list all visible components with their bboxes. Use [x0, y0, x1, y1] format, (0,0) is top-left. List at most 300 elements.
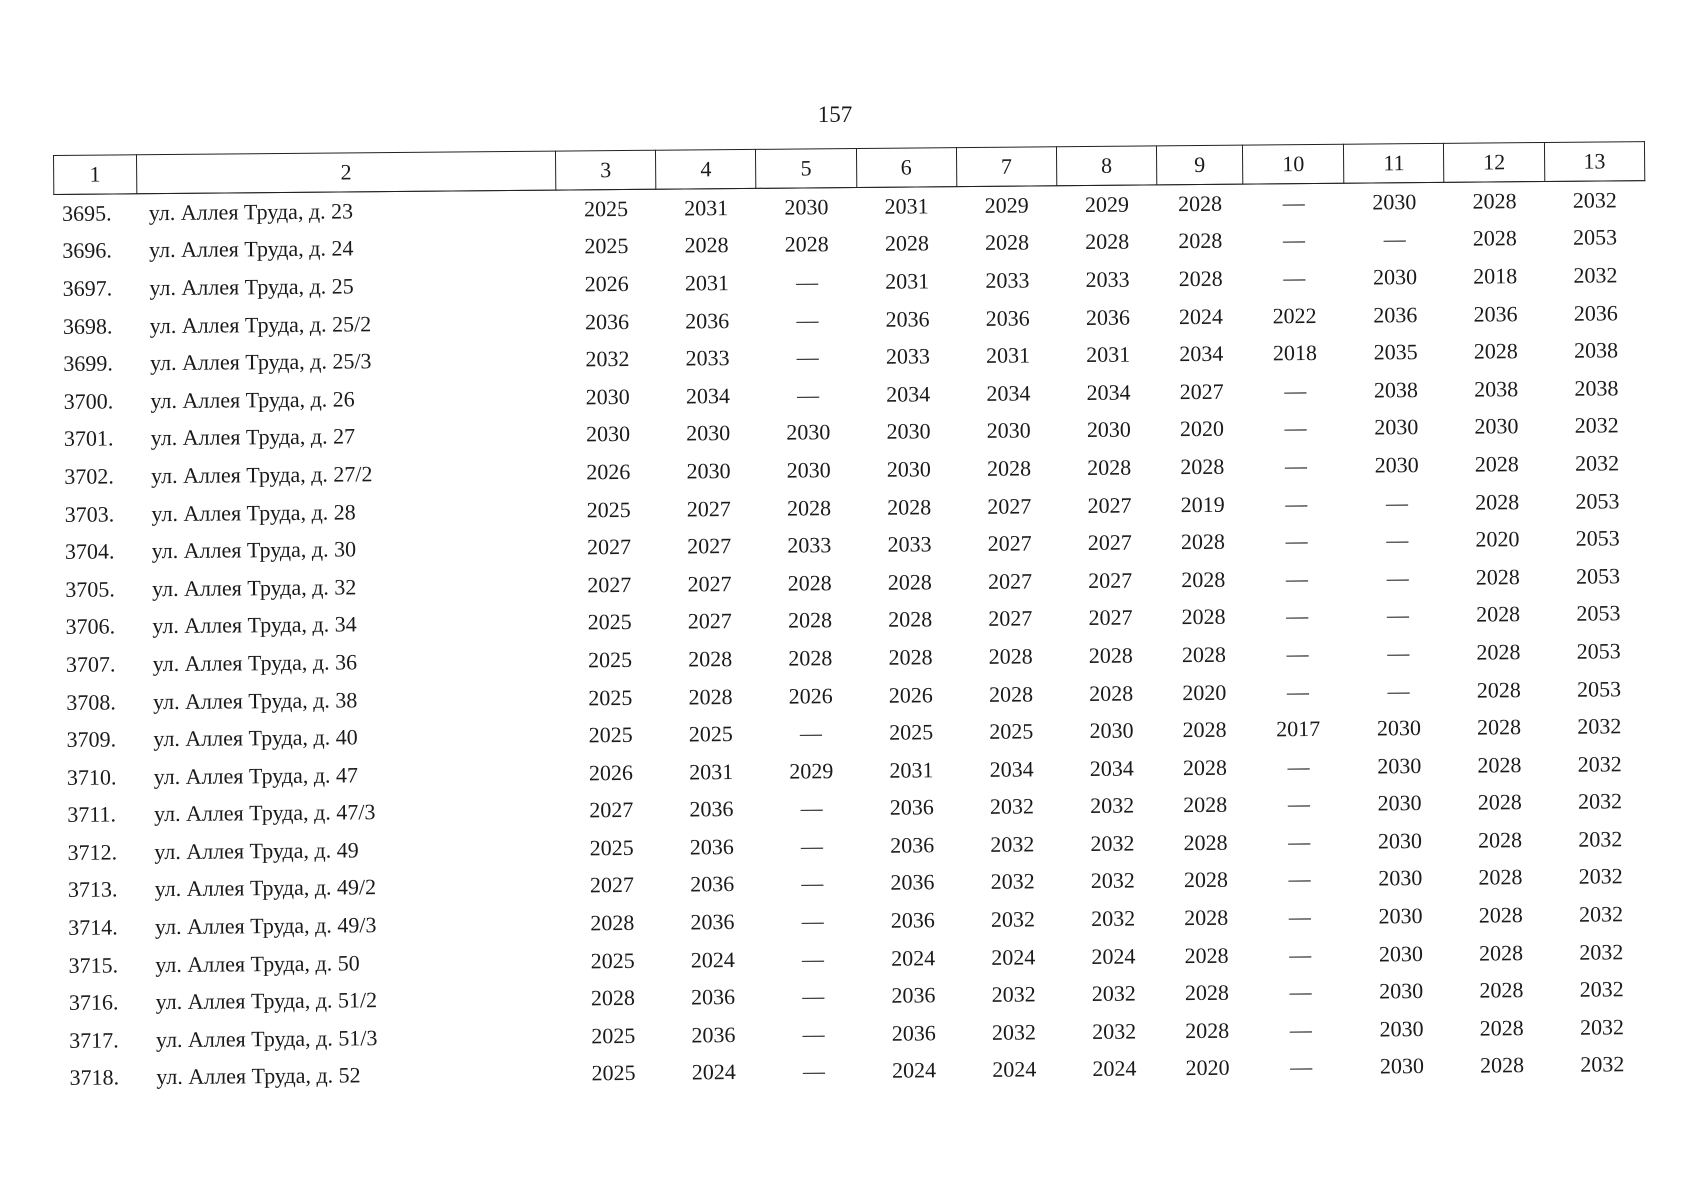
- column-header-10: 10: [1243, 144, 1345, 184]
- year-cell: 2038: [1373, 376, 1419, 403]
- year-cell: 2028: [786, 494, 832, 521]
- year-cell: 2033: [787, 532, 832, 558]
- year-cell: 2028: [784, 231, 829, 258]
- year-cell: 2028: [1478, 939, 1524, 966]
- year-cell: 2032: [1577, 751, 1622, 777]
- year-cell: 2030: [1379, 1053, 1425, 1079]
- year-cell: 2035: [1373, 339, 1418, 365]
- year-cell: 2032: [1578, 901, 1624, 927]
- year-cell: 2028: [988, 680, 1034, 707]
- column-header-12: 12: [1444, 142, 1545, 182]
- column-header-6: 6: [856, 148, 957, 188]
- year-cell: 2024: [1092, 1056, 1137, 1082]
- year-cell: 2034: [1089, 755, 1134, 781]
- year-cell: 2030: [886, 418, 931, 445]
- row-number-cell: 3707.: [65, 651, 116, 677]
- year-cell: 2028: [1178, 228, 1223, 254]
- year-cell: 2032: [1573, 262, 1618, 288]
- row-number-cell: 3711.: [67, 801, 117, 828]
- year-cell: 2029: [789, 757, 834, 784]
- year-cell: —: [795, 269, 819, 295]
- year-cell: 2025: [591, 1022, 636, 1049]
- year-cell: 2053: [1576, 600, 1621, 627]
- column-header-13: 13: [1544, 142, 1645, 182]
- year-cell: 2028: [1184, 904, 1229, 931]
- year-cell: 2028: [1472, 188, 1517, 214]
- row-number-cell: 3703.: [64, 501, 115, 527]
- year-cell: —: [800, 833, 824, 859]
- year-cell: 2053: [1575, 487, 1620, 514]
- row-number-cell: 3717.: [69, 1027, 119, 1053]
- column-header-7: 7: [956, 147, 1057, 187]
- year-cell: 2028: [1474, 451, 1519, 477]
- address-cell: ул. Аллея Труда, д. 25/2: [149, 310, 372, 338]
- address-cell: ул. Аллея Труда, д. 38: [152, 686, 358, 714]
- year-cell: 2025: [989, 718, 1034, 744]
- year-cell: 2034: [1179, 340, 1224, 367]
- column-header-8: 8: [1056, 146, 1157, 186]
- year-cell: 2036: [889, 794, 934, 821]
- year-cell: 2025: [587, 609, 632, 635]
- year-cell: —: [1385, 489, 1409, 515]
- year-cell: 2030: [1378, 940, 1424, 967]
- year-cell: 2031: [684, 270, 729, 296]
- year-cell: —: [1386, 564, 1409, 591]
- year-cell: 2024: [691, 1059, 736, 1085]
- year-cell: 2028: [1472, 225, 1517, 252]
- row-number-cell: 3702.: [64, 463, 114, 489]
- year-cell: 2031: [1086, 341, 1131, 368]
- address-cell: ул. Аллея Труда, д. 27: [150, 423, 356, 451]
- year-cell: 2036: [890, 832, 935, 858]
- year-cell: 2036: [885, 305, 930, 332]
- year-cell: 2032: [1090, 830, 1135, 856]
- year-cell: 2017: [1276, 716, 1321, 742]
- year-cell: 2027: [686, 495, 731, 522]
- year-cell: 2027: [687, 570, 732, 597]
- year-cell: 2019: [1180, 491, 1225, 517]
- year-cell: —: [1285, 528, 1308, 554]
- row-number-cell: 3698.: [62, 313, 113, 339]
- row-number-cell: 3705.: [65, 576, 115, 602]
- address-cell: ул. Аллея Труда, д. 51/2: [155, 987, 378, 1015]
- year-cell: —: [1288, 904, 1311, 930]
- column-header-4: 4: [656, 149, 757, 189]
- year-cell: 2018: [1473, 263, 1518, 289]
- year-cell: —: [796, 382, 820, 408]
- year-cell: 2028: [1087, 454, 1132, 480]
- column-header-5: 5: [756, 148, 857, 188]
- year-cell: 2028: [590, 985, 636, 1011]
- year-cell: 2018: [1272, 340, 1318, 366]
- year-cell: 2026: [586, 458, 631, 485]
- year-cell: 2026: [588, 759, 634, 786]
- year-cell: 2032: [1091, 980, 1136, 1007]
- year-cell: 2028: [1478, 902, 1523, 928]
- year-cell: 2028: [1181, 641, 1227, 668]
- year-cell: —: [802, 983, 825, 1009]
- row-number-cell: 3713.: [67, 876, 118, 903]
- year-cell: 2028: [1184, 942, 1229, 968]
- address-cell: ул. Аллея Труда, д. 40: [153, 724, 358, 752]
- year-cell: —: [1387, 640, 1410, 666]
- year-cell: 2030: [1374, 452, 1419, 478]
- year-cell: 2027: [987, 568, 1033, 594]
- year-cell: 2028: [1182, 754, 1228, 780]
- year-cell: 2028: [1476, 601, 1521, 627]
- year-cell: 2038: [1474, 375, 1519, 402]
- year-cell: 2024: [892, 1057, 937, 1084]
- year-cell: 2025: [889, 719, 934, 745]
- address-cell: ул. Аллея Труда, д. 28: [151, 498, 356, 526]
- year-cell: 2036: [1085, 304, 1130, 330]
- year-cell: —: [1288, 828, 1311, 855]
- row-number-cell: 3695.: [61, 200, 112, 226]
- year-cell: 2025: [588, 684, 633, 710]
- year-cell: 2027: [587, 571, 632, 598]
- year-cell: 2025: [586, 496, 631, 522]
- year-cell: 2020: [1185, 1055, 1230, 1081]
- address-cell: ул. Аллея Труда, д. 26: [150, 386, 355, 413]
- year-cell: 2032: [1577, 713, 1622, 739]
- year-cell: 2031: [684, 194, 729, 221]
- year-cell: —: [1386, 602, 1410, 628]
- year-cell: —: [802, 1058, 826, 1084]
- year-cell: 2028: [884, 230, 930, 257]
- year-cell: 2032: [1579, 938, 1624, 965]
- year-cell: 2036: [584, 308, 630, 334]
- year-cell: 2028: [1478, 864, 1523, 891]
- year-cell: 2027: [987, 493, 1032, 519]
- year-cell: 2030: [1377, 827, 1423, 854]
- year-cell: 2024: [690, 946, 735, 973]
- year-cell: 2033: [985, 267, 1030, 293]
- year-cell: 2028: [1181, 566, 1226, 592]
- year-cell: 2032: [991, 1019, 1037, 1045]
- year-cell: —: [1283, 265, 1306, 291]
- year-cell: 2033: [685, 345, 730, 371]
- year-cell: —: [801, 870, 824, 896]
- year-cell: 2024: [991, 944, 1036, 970]
- year-cell: 2028: [1185, 1017, 1230, 1044]
- year-cell: 2032: [585, 346, 630, 372]
- year-cell: 2028: [1085, 229, 1130, 255]
- column-header-2: 2: [136, 151, 556, 194]
- year-cell: 2036: [985, 305, 1030, 331]
- year-cell: 2028: [887, 493, 932, 520]
- year-cell: 2030: [786, 457, 831, 483]
- year-cell: 2030: [786, 419, 831, 445]
- year-cell: 2053: [1576, 675, 1622, 702]
- year-cell: —: [1284, 453, 1308, 479]
- year-cell: 2028: [1475, 563, 1520, 590]
- year-cell: —: [1383, 226, 1406, 252]
- year-cell: —: [1289, 941, 1312, 967]
- column-header-11: 11: [1344, 143, 1445, 183]
- year-cell: 2036: [689, 833, 734, 860]
- year-cell: 2028: [1479, 1015, 1524, 1041]
- year-cell: —: [1387, 677, 1410, 703]
- address-cell: ул. Аллея Труда, д. 52: [156, 1062, 361, 1090]
- address-cell: ул. Аллея Труда, д. 47: [153, 762, 359, 789]
- year-cell: 2024: [992, 1056, 1037, 1083]
- year-cell: 2032: [1572, 187, 1617, 213]
- year-cell: 2030: [1086, 416, 1131, 443]
- year-cell: 2028: [984, 229, 1030, 256]
- year-cell: 2027: [1179, 378, 1224, 404]
- row-number-cell: 3714.: [68, 914, 118, 940]
- year-cell: 2036: [891, 982, 936, 1008]
- year-cell: 2034: [685, 382, 730, 409]
- year-cell: 2028: [788, 645, 833, 671]
- year-cell: 2020: [1179, 416, 1225, 442]
- year-cell: 2024: [1178, 303, 1224, 329]
- year-cell: 2028: [888, 606, 933, 633]
- year-cell: 2030: [1089, 717, 1134, 744]
- year-cell: —: [799, 720, 823, 746]
- year-cell: 2032: [1092, 1018, 1137, 1044]
- year-cell: 2028: [1088, 642, 1133, 668]
- year-cell: 2028: [787, 569, 832, 596]
- year-cell: 2031: [985, 342, 1031, 369]
- year-cell: 2028: [1476, 676, 1521, 703]
- year-cell: 2031: [884, 193, 929, 219]
- year-cell: 2028: [887, 569, 932, 595]
- address-cell: ул. Аллея Труда, д. 25/3: [149, 348, 372, 376]
- year-cell: 2020: [1182, 679, 1227, 705]
- document-sheet: [53, 141, 1653, 1097]
- year-cell: 2030: [1378, 865, 1423, 891]
- year-cell: 2030: [1474, 413, 1519, 439]
- year-cell: 2027: [1088, 604, 1133, 631]
- year-cell: —: [802, 1021, 825, 1047]
- address-cell: ул. Аллея Труда, д. 50: [155, 950, 360, 977]
- year-cell: 2024: [1091, 943, 1136, 969]
- year-cell: 2028: [688, 683, 733, 709]
- year-cell: —: [796, 344, 819, 370]
- year-cell: 2053: [1575, 525, 1620, 551]
- year-cell: 2028: [1477, 714, 1522, 740]
- row-number-cell: 3716.: [68, 989, 119, 1016]
- year-cell: 2022: [1272, 302, 1317, 328]
- year-cell: 2028: [1473, 338, 1518, 364]
- year-cell: 2028: [1182, 716, 1227, 743]
- year-cell: 2032: [1580, 1051, 1625, 1078]
- row-number-cell: 3709.: [66, 726, 117, 753]
- row-number-cell: 3696.: [62, 237, 112, 264]
- year-cell: 2028: [1477, 789, 1522, 815]
- year-cell: 2036: [691, 984, 736, 1010]
- year-cell: 2034: [1086, 379, 1131, 405]
- year-cell: 2032: [1579, 976, 1624, 1002]
- year-cell: 2027: [586, 534, 632, 560]
- year-cell: 2032: [990, 906, 1036, 932]
- year-cell: 2025: [584, 233, 629, 259]
- year-cell: 2036: [890, 907, 935, 933]
- year-cell: 2028: [1477, 751, 1522, 778]
- year-cell: 2027: [589, 872, 635, 898]
- year-cell: 2030: [585, 421, 631, 447]
- year-cell: 2030: [1378, 903, 1423, 929]
- row-number-cell: 3699.: [63, 350, 113, 377]
- year-cell: 2034: [886, 381, 931, 407]
- year-cell: 2030: [784, 194, 829, 220]
- year-cell: 2025: [588, 722, 633, 748]
- address-cell: ул. Аллея Труда, д. 34: [152, 611, 357, 639]
- address-cell: ул. Аллея Труда, д. 49: [154, 837, 359, 865]
- year-cell: 2028: [1178, 265, 1223, 292]
- column-header-9: 9: [1156, 145, 1242, 185]
- year-cell: 2032: [1578, 826, 1623, 852]
- year-cell: 2034: [989, 756, 1034, 782]
- row-number-cell: 3706.: [65, 613, 116, 640]
- year-cell: 2027: [1087, 492, 1132, 518]
- address-cell: ул. Аллея Труда, д. 49/2: [154, 874, 377, 902]
- year-cell: 2028: [986, 455, 1032, 481]
- year-cell: 2038: [1573, 337, 1619, 363]
- year-cell: 2032: [1579, 1014, 1625, 1040]
- year-cell: 2030: [1376, 715, 1422, 741]
- address-cell: ул. Аллея Труда, д. 30: [151, 536, 357, 564]
- row-number-cell: 3712.: [67, 839, 118, 865]
- year-cell: 2032: [990, 831, 1035, 857]
- year-cell: 2025: [591, 1060, 636, 1086]
- address-cell: ул. Аллея Труда, д. 51/3: [155, 1025, 378, 1052]
- year-cell: 2025: [587, 646, 633, 673]
- year-cell: —: [1284, 377, 1307, 404]
- row-number-cell: 3710.: [66, 764, 117, 790]
- year-cell: 2028: [684, 232, 729, 258]
- year-cell: 2030: [1372, 188, 1417, 215]
- year-cell: 2028: [1476, 639, 1521, 665]
- year-cell: 2031: [689, 758, 734, 785]
- year-cell: 2032: [1090, 792, 1135, 819]
- row-number-cell: 3701.: [63, 425, 114, 452]
- year-cell: —: [1290, 1054, 1313, 1080]
- year-cell: 2032: [1574, 450, 1620, 476]
- year-cell: 2028: [590, 910, 635, 936]
- address-cell: ул. Аллея Труда, д. 36: [152, 649, 358, 677]
- data-table: [53, 141, 1653, 1097]
- column-header-1: 1: [54, 155, 137, 195]
- year-cell: 2025: [583, 195, 629, 222]
- year-cell: —: [800, 795, 823, 821]
- year-cell: 2036: [1573, 299, 1618, 326]
- year-cell: 2027: [1087, 529, 1132, 556]
- year-cell: 2038: [1574, 375, 1619, 401]
- year-cell: —: [1286, 640, 1309, 667]
- year-cell: —: [1288, 866, 1311, 892]
- year-cell: —: [1285, 565, 1309, 591]
- year-cell: 2032: [1578, 863, 1623, 890]
- address-cell: ул. Аллея Труда, д. 49/3: [154, 912, 377, 940]
- year-cell: —: [801, 908, 824, 934]
- row-number-cell: 3718.: [69, 1064, 120, 1091]
- address-cell: ул. Аллея Труда, д. 23: [148, 198, 354, 225]
- address-cell: ул. Аллея Труда, д. 24: [148, 235, 354, 263]
- year-cell: 2028: [1183, 829, 1228, 856]
- year-cell: 2028: [1479, 1052, 1525, 1079]
- year-cell: —: [1287, 791, 1310, 817]
- year-cell: 2053: [1575, 563, 1621, 589]
- year-cell: —: [1289, 979, 1312, 1005]
- row-number-cell: 3708.: [66, 688, 116, 715]
- year-cell: 2028: [1180, 528, 1226, 555]
- year-cell: —: [1289, 1016, 1312, 1043]
- year-cell: 2030: [986, 417, 1031, 444]
- year-cell: —: [1386, 527, 1409, 553]
- year-cell: —: [801, 945, 825, 972]
- year-cell: —: [1284, 415, 1307, 441]
- year-cell: 2028: [1181, 604, 1226, 630]
- year-cell: 2027: [1088, 567, 1133, 593]
- year-cell: 2027: [687, 533, 732, 559]
- year-cell: 2036: [691, 1021, 736, 1048]
- year-cell: 2033: [885, 343, 930, 369]
- year-cell: 2033: [1085, 266, 1130, 292]
- row-number-cell: 3700.: [63, 388, 114, 414]
- year-cell: 2028: [1177, 190, 1223, 216]
- year-cell: 2025: [589, 834, 634, 861]
- year-cell: 2027: [687, 608, 732, 634]
- address-cell: ул. Аллея Труда, д. 25: [149, 273, 354, 301]
- year-cell: 2032: [1091, 905, 1136, 932]
- year-cell: 2030: [1372, 264, 1418, 290]
- year-cell: 2032: [1577, 788, 1623, 815]
- year-cell: 2030: [1377, 790, 1422, 816]
- year-cell: 2027: [987, 530, 1032, 556]
- year-cell: 2036: [890, 869, 935, 896]
- year-cell: 2028: [1184, 980, 1229, 1006]
- address-cell: ул. Аллея Труда, д. 32: [151, 574, 357, 601]
- year-cell: —: [1287, 753, 1310, 779]
- year-cell: 2030: [686, 420, 731, 446]
- year-cell: 2036: [690, 909, 735, 935]
- table-body: [54, 181, 1653, 1098]
- year-cell: 2036: [685, 307, 730, 334]
- year-cell: 2030: [1377, 752, 1422, 779]
- year-cell: 2032: [989, 793, 1035, 820]
- year-cell: 2031: [889, 757, 934, 783]
- year-cell: —: [1286, 678, 1310, 704]
- year-cell: 2027: [589, 797, 634, 823]
- year-cell: 2028: [1183, 867, 1229, 893]
- year-cell: 2028: [787, 607, 833, 633]
- year-cell: 2030: [585, 383, 630, 410]
- year-cell: 2032: [990, 868, 1035, 895]
- year-cell: 2033: [887, 531, 932, 557]
- year-cell: 2028: [988, 643, 1033, 669]
- column-header-3: 3: [555, 150, 656, 190]
- year-cell: 2053: [1576, 638, 1621, 664]
- year-cell: 2031: [885, 268, 930, 294]
- year-cell: 2027: [988, 605, 1033, 632]
- year-cell: 2030: [686, 458, 731, 484]
- year-cell: 2036: [891, 1020, 936, 1046]
- year-cell: 2028: [1180, 453, 1225, 480]
- year-cell: 2030: [1374, 414, 1419, 440]
- year-cell: 2028: [1183, 792, 1228, 818]
- year-cell: 2028: [1475, 488, 1520, 515]
- year-cell: 2020: [1475, 526, 1520, 552]
- year-cell: 2036: [689, 796, 734, 822]
- year-cell: 2032: [1090, 868, 1135, 894]
- year-cell: 2028: [1479, 977, 1524, 1003]
- year-cell: —: [1285, 490, 1308, 516]
- year-cell: 2029: [1084, 191, 1130, 217]
- year-cell: 2036: [1373, 301, 1418, 328]
- year-cell: 2030: [1379, 1015, 1424, 1042]
